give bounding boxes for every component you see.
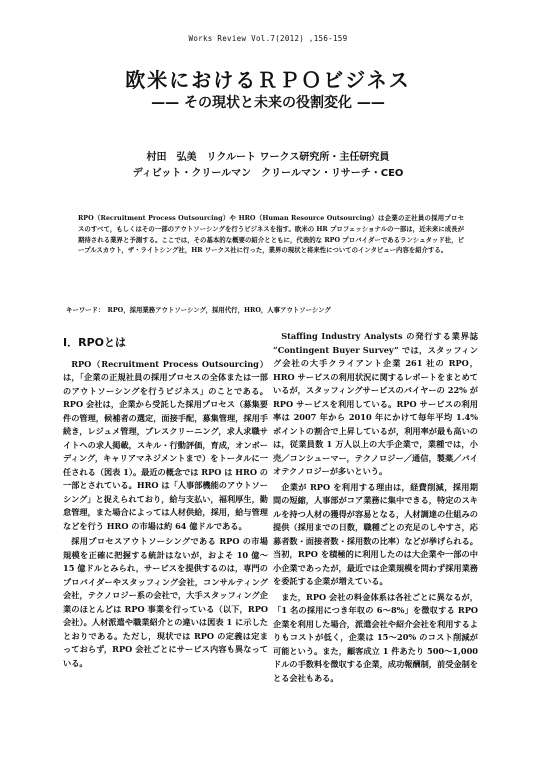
paper-title: 欧米におけるＲＰＯビジネス	[125, 68, 411, 92]
body-paragraph: また，RPO 会社の料金体系は各社ごとに異なるが，「1 名の採用につき年収の 6〜8%」を徴収する RPO 企業を利用した場合，派遣会社や紹介会社を利用するよりもコストが低く，企業は 15〜20% のコスト削減が可能という。また，顧客成立 1 件あたり 500〜1,000 ドルの手数料を徴収する企業，成功報酬制，前受金制をとる会社もある。	[273, 591, 478, 683]
right-column	[273, 330, 478, 687]
body-paragraph: RPO（Recruitment Process Outsourcing）は，「企業の正規社員の採用プロセスの全体または一部のアウトソーシングを行うビジネス」のことである。RPO 会社は，企業から受託した採用プロセス（募集要件の管理，候補者の選定，面接手配，募集管理，採用手続き，レジュメ管理，プレスクリーニング，求人求職サイトへの求人掲載，スキル・行動評価，育成，オンボーディング，キャリアマネジメントまで）をトータルに一任される（図表 1）。最近の概念では RPO は HRO の一部とされている。HRO は「人事部機能のアウトソーシング」と捉えられており，給与支払い，福利厚生，勤怠管理，また場合によっては人材供給，採用，給与管理などを行う HRO の市場は約 64 億ドルである。	[63, 358, 268, 531]
section-heading: Ⅰ．RPOとは	[63, 336, 126, 349]
body-paragraph: Staffing Industry Analysts の発行する業界誌 “Contingent Buyer Survey” では，スタッフィング会社の大手クライアント企業 261 社の RPO，HRO サービスの利用状況に関するレポートをまとめているが，スタッフィングサービスのバイヤーの 22% が RPO サービスを利用している。RPO サービスの利用率は 2007 年から 2010 年にかけて毎年平均 1.4% ポイントの割合で上昇しているが，利用率が最も高いのは，従業員数 1 万人以上の大手企業で，業種では，小売／コンシューマー，テクノロジー／通信，製薬／バイオテクノロジーが多いという。	[273, 331, 478, 476]
author-line: 村田 弘美 リクルート ワークス研究所・主任研究員	[146, 152, 390, 163]
keywords: キーワード： RPO，採用業務アウトソーシング，採用代行，HRO，人事アウトソーシング	[66, 306, 331, 314]
paper-subtitle: —— その現状と未来の役割変化 ——	[151, 95, 385, 111]
body-paragraph: 企業が RPO を利用する理由は，経費削減，採用期間の短縮，人事部がコア業務に集中できる，特定のスキルを持つ人材の獲得が容易となる，人材調達の仕組みの提供（採用までの日数，職種ごとの充足のしやすさ，応募者数・面接者数・採用数の比率）などが挙げられる。当初，RPO を積極的に利用したのは大企業や一部の中小企業であったが，最近では企業規模を問わず採用業務を委託する企業が増えている。	[273, 481, 478, 586]
author-line: ディビット・クリールマン クリールマン・リサーチ・CEO	[132, 168, 404, 179]
abstract: RPO（Recruitment Process Outsourcing）や HRO（Human Resource Outsourcing）は企業の正社員の採用プロセスのすべて，もしくはその一部のアウトソーシングを行うビジネスを指す。欧米の HR プロフェッショナルの一部は，近未来に成長が期待される業界と予測する。ここでは，その基本的な概要の紹介とともに，代表的な RPO プロバイダーであるランシュタッド社，ピープルスカウト，ザ・ライトシング社，HR ワークス社に行った，業界の現状と将来性についてのインタビュー内容を紹介する。	[78, 214, 464, 255]
author-block	[0, 150, 536, 182]
body-paragraph: 採用プロセスアウトソーシングである RPO の市場規模を正確に把握する統計はないが，およそ 10 億〜15 億ドルとみられ，サービスを提供するのは，専門のプロバイダーやスタッフィング会社，コンサルティング会社，テクノロジー系の会社で，大手スタッフィング企業のほとんどは RPO 事業を行っている（以下，RPO 会社）。人材派遣や職業紹介との違いは図表 1 に示したとおりである。ただし，現状では RPO の定義は定まっておらず，RPO 会社ごとにサービス内容も異なっている。	[63, 536, 268, 668]
left-column	[63, 330, 268, 672]
journal-citation: Works Review Vol.7(2012) ,156-159	[188, 34, 348, 43]
